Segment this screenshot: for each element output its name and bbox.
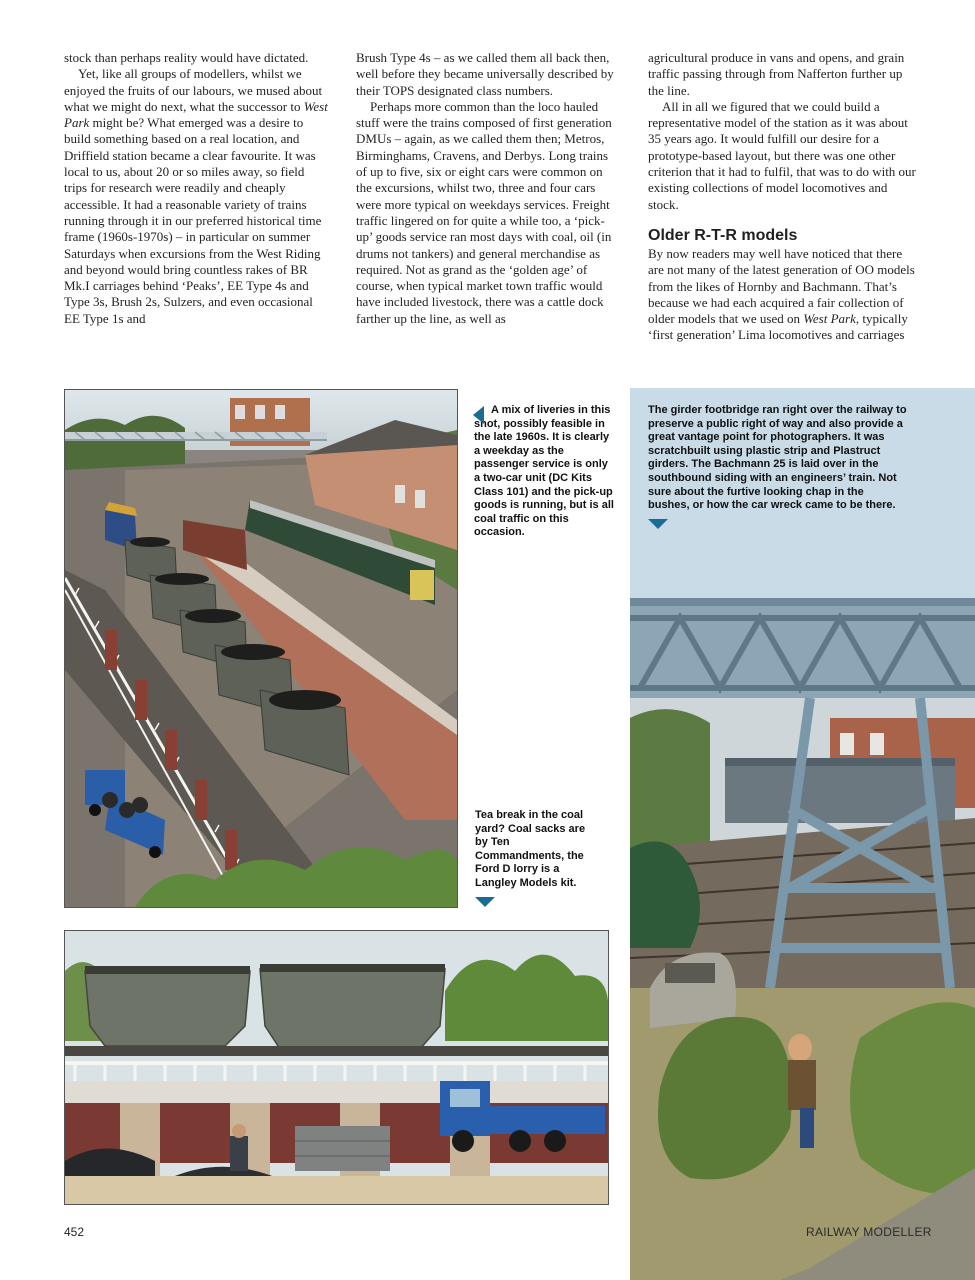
- text-run: might be? What emerged was a desire to build something based on a real location, and Driffield station became a clear favourite. It was local to us, about 20 or so miles away, so field trips for research were readily and cheaply accessible. It had a reasonable variety of trains running through it in our preferred historical time frame (1960s-1970s) – in particular on summer Saturdays when excursions from the West Riding and beyond would bring countless rakes of BR Mk.I carriages behind ‘Peaks’, EE Type 4s and Type 3s, Brush 2s, Sulzers, and even occasional EE Type 1s and: [64, 115, 322, 326]
- station-overview-photo: [64, 389, 458, 908]
- caption-text: A mix of liveries in this shot, possibly feasible in the late 1960s. It is clearly a weekday as the passenger service is only a two-car unit (DC Kits Class 101) and the pick-up goods is running, but is all coal traffic on this occasion.: [474, 404, 614, 539]
- station-view-caption: [474, 404, 614, 540]
- section-heading: Older R-T-R models: [648, 226, 798, 244]
- paragraph: Perhaps more common than the loco hauled stuff were the trains composed of first generation DMUs – again, as we called them then; Metros, Birminghams, Cravens, and Derbys. Long trains of up to five, six or eight cars were common on the excursions, whilst two, three and four cars were more typical on weekdays services. Freight traffic lingered on for quite a while too, a ‘pick-up’ goods service ran most days with coal, oil (in drums not tankers) and general merchandise as required. Not as grand as the ‘golden age’ of course, when typical market town traffic would have included livestock, there was a cattle dock farther up the line, as well as: [356, 98, 612, 326]
- paragraph: [648, 246, 916, 344]
- text-run: , typically ‘first generation’ Lima locomotives and carriages: [648, 311, 908, 343]
- caption-text: The girder footbridge ran right over the railway to preserve a public right of way and also provide a great vantage point for photographers. It was scratchbuilt using plastic strip and Plastruct girders. The Bachmann 25 is laid over in the southbound siding with an engineers’ train. Not sure about the furtive looking chap in the bushes, or how the car wreck came to be there.: [648, 404, 907, 512]
- footbridge-caption: [648, 404, 908, 529]
- text-column-1: [64, 50, 328, 327]
- text-run: By now readers may well have noticed that there are not many of the latest generation of OO models from the likes of Hornby and Bachmann. That’s because we had each acquired a fair collection of older models that we used on: [648, 245, 915, 327]
- coal-yard-caption: [475, 809, 599, 907]
- pointer-down-icon: [648, 519, 668, 529]
- magazine-name: RAILWAY MODELLER: [806, 1225, 932, 1239]
- text-column-2: [356, 50, 620, 327]
- page-number: 452: [64, 1225, 85, 1239]
- paragraph: Brush Type 4s – as we called them all back then, well before they became universally described by their TOPS designated class numbers.: [356, 50, 614, 98]
- paragraph: All in all we figured that we could build a representative model of the station as it was about 35 years ago. It would fulfill our desire for a prototype-based layout, but there was one other criterion that it had to fulfil, that was to do with our existing collections of model locomotives and stock.: [648, 98, 916, 212]
- paragraph: [64, 66, 328, 327]
- coal-yard-photo: [64, 930, 609, 1205]
- caption-text: Tea break in the coal yard? Coal sacks are by Ten Commandments, the Ford D lorry is a Langley Models kit.: [475, 809, 586, 889]
- text-column-3: [648, 50, 916, 344]
- text-run: Yet, like all groups of modellers, whilst we enjoyed the fruits of our labours, we mused about what we might do next, what the successor to: [64, 66, 323, 114]
- paragraph: stock than perhaps reality would have dictated.: [64, 50, 309, 65]
- pointer-left-icon: [473, 406, 484, 424]
- pointer-down-icon: [475, 897, 495, 907]
- paragraph: agricultural produce in vans and opens, and grain traffic passing through from Nafferton further up the line.: [648, 50, 905, 98]
- layout-name: West Park: [803, 311, 856, 327]
- layout-name: West Park: [64, 98, 328, 131]
